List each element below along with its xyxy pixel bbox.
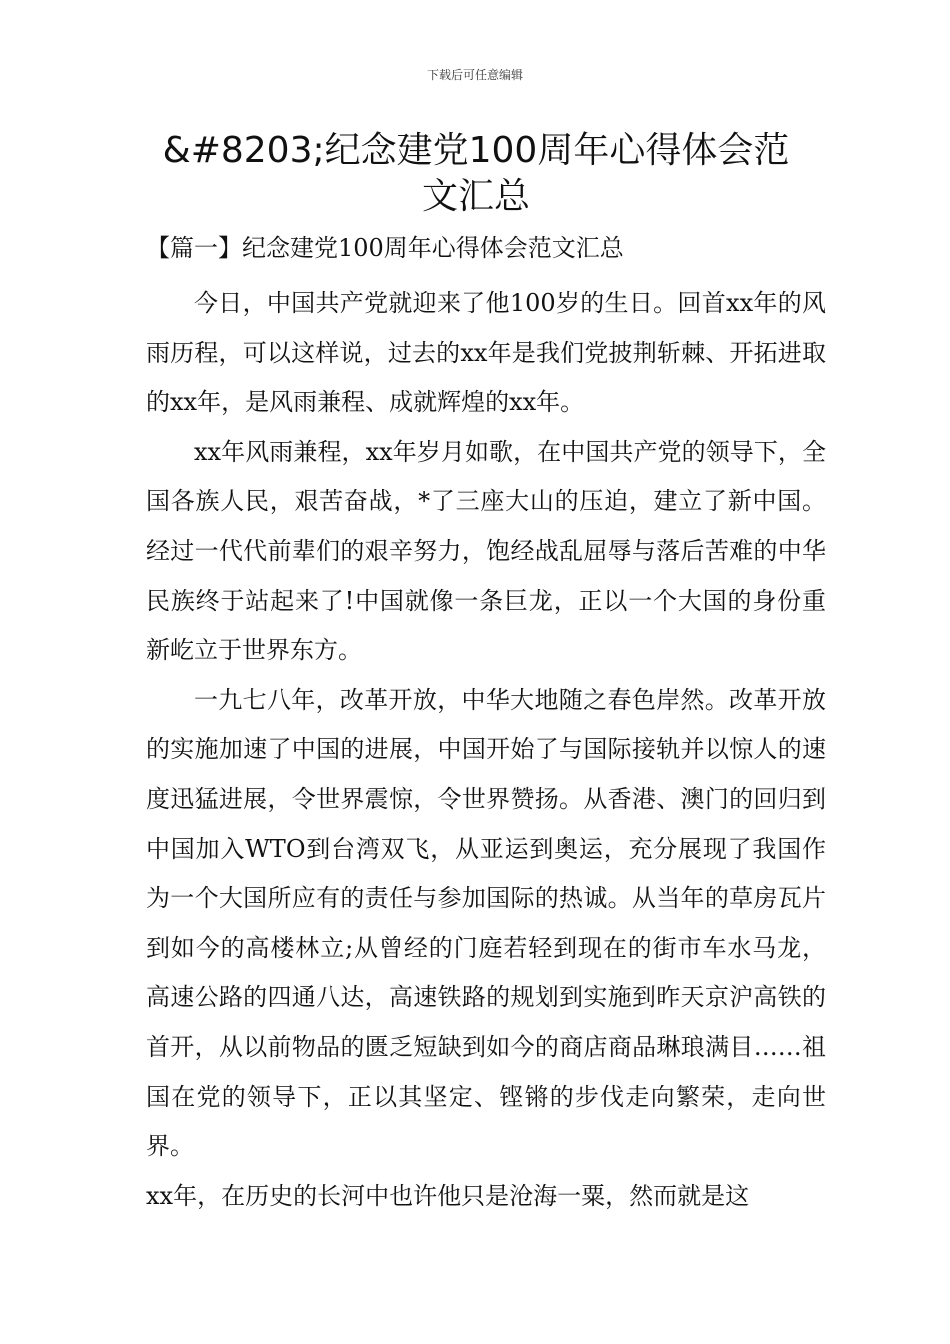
download-note: 下载后可任意编辑: [426, 68, 523, 82]
document-title: &#8203;纪念建党100周年心得体会范文汇总: [162, 130, 790, 217]
section-heading: 【篇一】纪念建党100周年心得体会范文汇总: [146, 234, 624, 262]
document-body: [146, 279, 826, 1221]
paragraph-4: xx年，在历史的长河中也许他只是沧海一粟，然而就是这: [146, 1181, 750, 1210]
paragraph-2: xx年风雨兼程，xx年岁月如歌，在中国共产党的领导下，全国各族人民，艰苦奋战，*了三座大山的压迫，建立了新中国。经过一代代前辈们的艰辛努力，饱经战乱屈辱与落后苦难的中华民族终于站起来了!中国就像一条巨龙，正以一个大国的身份重新屹立于世界东方。: [146, 437, 826, 665]
paragraph-3: 一九七八年，改革开放，中华大地随之春色岸然。改革开放的实施加速了中国的进展，中国开始了与国际接轨并以惊人的速度迅猛进展，令世界震惊，令世界赞扬。从香港、澳门的回归到中国加入WTO到台湾双飞，从亚运到奥运，充分展现了我国作为一个大国所应有的责任与参加国际的热诚。从当年的草房瓦片到如今的高楼林立;从曾经的门庭若轻到现在的街市车水马龙，高速公路的四通八达，高速铁路的规划到实施到昨天京沪高铁的首开，从以前物品的匮乏短缺到如今的商店商品琳琅满目……祖国在党的领导下，正以其坚定、铿锵的步伐走向繁荣，走向世界。: [146, 685, 826, 1161]
paragraph-1: 今日，中国共产党就迎来了他100岁的生日。回首xx年的风雨历程，可以这样说，过去的xx年是我们党披荆斩棘、开拓进取的xx年，是风雨兼程、成就辉煌的xx年。: [146, 289, 826, 417]
